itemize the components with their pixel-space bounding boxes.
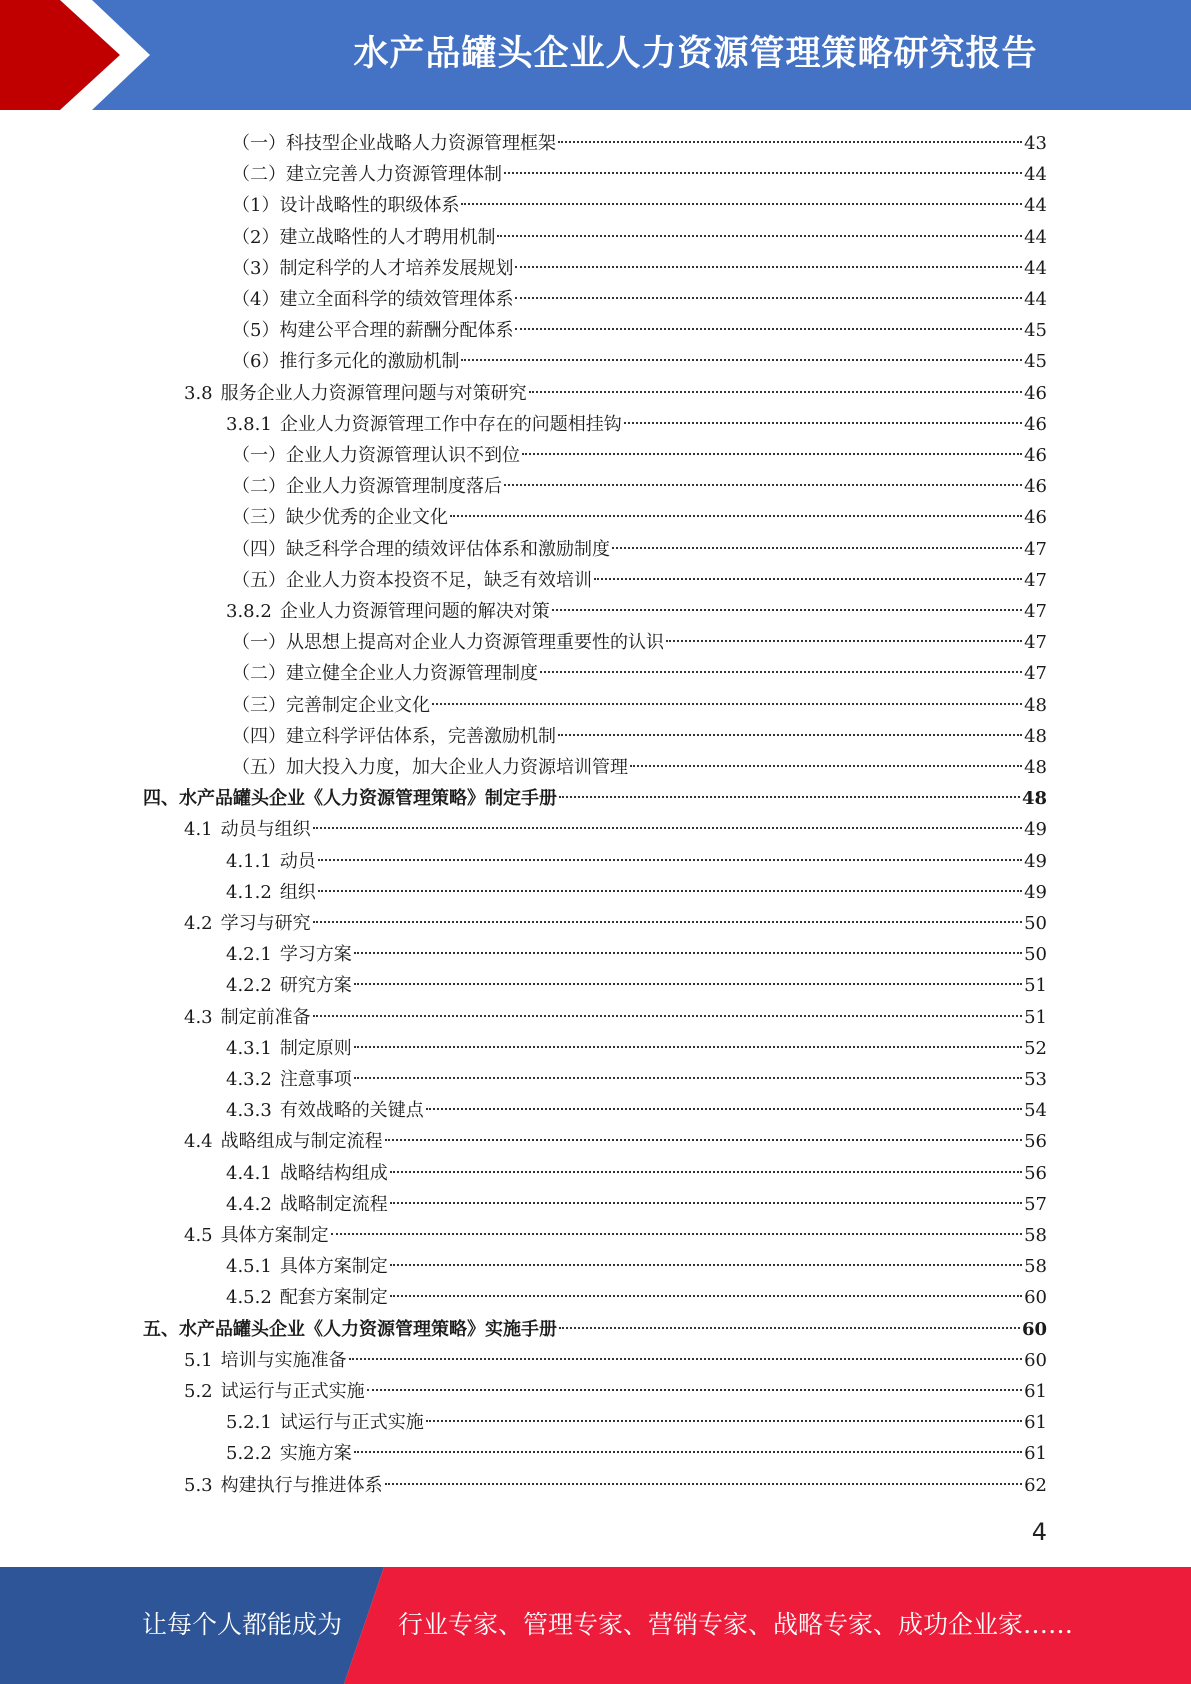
toc-entry-label: [232, 658, 538, 689]
toc-entry-page: 62: [1024, 1474, 1047, 1496]
toc-entry-label: [226, 939, 352, 970]
toc-entry-page: 58: [1024, 1225, 1047, 1246]
toc-entry-page: 47: [1024, 538, 1047, 560]
toc-entry-page: 54: [1024, 1100, 1047, 1122]
toc-entry-label: [226, 1407, 424, 1438]
toc-entry-label: [232, 440, 520, 471]
toc-entry[interactable]: [184, 378, 1047, 409]
toc-entry-text: 具体方案制定: [279, 1256, 388, 1278]
toc-entry[interactable]: [226, 1282, 1047, 1313]
toc-entry-label: [232, 690, 430, 721]
toc-entry-number: 4.2: [184, 913, 213, 934]
toc-dot-leader: [318, 859, 1022, 861]
toc-dot-leader: [426, 1420, 1022, 1422]
toc-entry-text: 战略组成与制定流程: [220, 1131, 383, 1153]
toc-dot-leader: [318, 890, 1022, 892]
toc-entry-label: [232, 222, 495, 253]
toc-entry-label: [232, 315, 513, 346]
toc-entry-label: [184, 1345, 347, 1376]
toc-entry-page: 46: [1024, 382, 1047, 404]
page-header: [0, 0, 1191, 110]
toc-entry-page: 60: [1024, 1287, 1047, 1309]
toc-dot-leader: [390, 1171, 1022, 1173]
toc-entry-label: [226, 1251, 388, 1282]
toc-entry[interactable]: [184, 814, 1047, 845]
toc-entry-label: [232, 253, 513, 284]
toc-entry-page: 47: [1024, 663, 1047, 685]
toc-entry-page: 46: [1024, 476, 1047, 498]
toc-dot-leader: [432, 703, 1022, 705]
toc-entry-page: 53: [1024, 1069, 1047, 1090]
toc-dot-leader: [552, 609, 1022, 611]
toc-entry-page: 49: [1024, 850, 1047, 872]
toc-entry[interactable]: [226, 846, 1047, 877]
toc-dot-leader: [497, 235, 1022, 237]
toc-entry-number: 4.4: [184, 1131, 213, 1153]
toc-entry[interactable]: [232, 222, 1047, 253]
toc-entry-text: （二）建立健全企业人力资源管理制度: [232, 663, 538, 685]
toc-entry-label: [232, 565, 592, 596]
toc-entry-page: 51: [1024, 975, 1047, 997]
toc-entry[interactable]: [184, 1376, 1047, 1407]
toc-entry[interactable]: [232, 253, 1047, 284]
toc-dot-leader: [313, 1015, 1022, 1017]
toc-entry-label: [226, 970, 352, 1001]
toc-entry-text: 试运行与正式实施: [279, 1412, 424, 1434]
toc-entry[interactable]: [226, 1064, 1047, 1095]
toc-entry-page: 46: [1024, 507, 1047, 529]
toc-entry-page: 45: [1024, 320, 1047, 342]
toc-entry-number: 3.8.1: [226, 413, 272, 435]
toc-entry-number: 4.3.2: [226, 1069, 272, 1090]
toc-entry-page: 52: [1024, 1037, 1047, 1059]
toc-entry-label: [232, 190, 459, 221]
toc-entry[interactable]: [184, 1002, 1047, 1033]
toc-entry-text: （3）制定科学的人才培养发展规划: [232, 257, 514, 279]
page-footer: [0, 1567, 1191, 1684]
page-number: 4: [1031, 1518, 1047, 1546]
toc-entry-page: 51: [1024, 1006, 1047, 1028]
toc-entry-number: 4.4.2: [226, 1193, 272, 1215]
toc-entry-page: 46: [1024, 413, 1047, 435]
toc-entry-label: [232, 627, 664, 658]
toc-entry-page: 48: [1024, 725, 1047, 747]
toc-entry-text: （二）企业人力资源管理制度落后: [232, 476, 502, 498]
toc-entry-number: 4.2.1: [226, 944, 272, 966]
toc-entry-page: 57: [1024, 1193, 1047, 1215]
toc-dot-leader: [461, 203, 1022, 205]
toc-entry-page: 58: [1024, 1256, 1047, 1278]
toc-entry-text: 组织: [279, 881, 316, 903]
toc-entry-text: （四）缺乏科学合理的绩效评估体系和激励制度: [232, 538, 610, 560]
toc-entry[interactable]: [232, 471, 1047, 502]
toc-dot-leader: [313, 921, 1022, 923]
toc-entry-text: （5）构建公平合理的薪酬分配体系: [232, 320, 514, 342]
toc-entry[interactable]: [184, 908, 1047, 939]
toc-entry[interactable]: [232, 315, 1047, 346]
toc-entry-text: （2）建立战略性的人才聘用机制: [232, 226, 496, 248]
footer-slogan-left: 让每个人都能成为: [142, 1610, 343, 1639]
toc-entry-number: 4.1.1: [226, 850, 272, 872]
toc-entry-page: 47: [1024, 601, 1047, 622]
toc-entry-label: [143, 1314, 557, 1345]
toc-dot-leader: [559, 1327, 1020, 1329]
toc-dot-leader: [390, 1295, 1022, 1297]
toc-entry-label: [232, 721, 556, 752]
toc-entry-text: 战略结构组成: [279, 1162, 388, 1184]
toc-dot-leader: [367, 1389, 1022, 1391]
toc-entry-page: 48: [1024, 694, 1047, 716]
toc-entry-text: 战略制定流程: [279, 1193, 388, 1215]
toc-entry-page: 61: [1024, 1412, 1047, 1434]
toc-entry-number: 4.1: [184, 819, 213, 841]
toc-dot-leader: [612, 547, 1022, 549]
toc-dot-leader: [450, 515, 1022, 517]
toc-entry-text: 注意事项: [279, 1069, 352, 1090]
toc-entry[interactable]: [184, 1220, 1047, 1251]
toc-entry-label: [232, 534, 610, 565]
toc-dot-leader: [349, 1358, 1022, 1360]
toc-dot-leader: [558, 141, 1022, 143]
toc-entry-label: [232, 159, 502, 190]
toc-entry-page: 49: [1024, 819, 1047, 841]
toc-entry-label: [232, 284, 513, 315]
toc-entry-number: 3.8: [184, 382, 213, 404]
toc-entry-page: 60: [1021, 1318, 1047, 1340]
toc-dot-leader: [529, 391, 1022, 393]
toc-entry-text: （五）企业人力资本投资不足，缺乏有效培训: [232, 569, 592, 591]
toc-entry[interactable]: [232, 752, 1047, 783]
toc-entry-label: [184, 908, 311, 939]
toc-entry[interactable]: [226, 877, 1047, 908]
toc-entry-label: [232, 346, 459, 377]
toc-entry-label: [226, 596, 550, 627]
toc-entry-text: 服务企业人力资源管理问题与对策研究: [220, 382, 527, 404]
toc-entry-page: 56: [1024, 1131, 1047, 1153]
toc-dot-leader: [666, 640, 1022, 642]
toc-entry-page: 48: [1024, 757, 1047, 778]
toc-entry-text: （五）加大投入力度，加大企业人力资源培训管理: [232, 757, 628, 778]
toc-entry-label: [226, 1158, 388, 1189]
toc-entry-text: （一）企业人力资源管理认识不到位: [232, 445, 520, 466]
toc-entry-number: 4.3.3: [226, 1100, 272, 1122]
toc-entry-number: 5.2: [184, 1381, 213, 1402]
toc-entry-text: 试运行与正式实施: [220, 1381, 365, 1402]
toc-entry-text: 动员与组织: [220, 819, 311, 841]
toc-entry-label: [226, 1095, 424, 1126]
toc-dot-leader: [390, 1264, 1022, 1266]
toc-entry-label: [184, 1376, 365, 1407]
toc-entry-text: 学习与研究: [220, 913, 311, 934]
toc-entry[interactable]: [232, 690, 1047, 721]
toc-dot-leader: [624, 422, 1022, 424]
toc-dot-leader: [385, 1483, 1022, 1485]
toc-entry-text: 构建执行与推进体系: [220, 1474, 383, 1496]
toc-entry[interactable]: [232, 440, 1047, 471]
toc-dot-leader: [331, 1233, 1022, 1235]
toc-entry[interactable]: [226, 1095, 1047, 1126]
toc-entry-text: （四）建立科学评估体系，完善激励机制: [232, 725, 556, 747]
toc-entry[interactable]: [143, 1314, 1047, 1345]
toc-entry-page: 44: [1024, 226, 1047, 248]
toc-entry[interactable]: [226, 596, 1047, 627]
toc-entry[interactable]: [232, 190, 1047, 221]
toc-entry-number: 5.2.2: [226, 1443, 272, 1465]
toc-entry-page: 47: [1024, 632, 1047, 654]
toc-dot-leader: [515, 266, 1022, 268]
toc-entry-page: 43: [1024, 133, 1047, 154]
footer-slogan-right: 行业专家、管理专家、营销专家、战略专家、成功企业家……: [398, 1610, 1074, 1639]
header-chevron-icon: [0, 0, 150, 110]
toc-entry-page: 61: [1024, 1443, 1047, 1465]
toc-entry-number: 4.1.2: [226, 881, 272, 903]
toc-entry-label: [184, 1220, 329, 1251]
toc-entry-number: 5.1: [184, 1349, 213, 1371]
toc-entry-label: [184, 1126, 383, 1157]
toc-entry[interactable]: [184, 1345, 1047, 1376]
toc-entry-text: （二）建立完善人力资源管理体制: [232, 164, 502, 186]
toc-entry-label: [226, 409, 622, 440]
toc-entry-page: 60: [1024, 1349, 1047, 1371]
toc-entry-text: （1）设计战略性的职级体系: [232, 195, 460, 217]
toc-entry-number: 4.2.2: [226, 975, 272, 997]
toc-dot-leader: [354, 1451, 1022, 1453]
toc-dot-leader: [559, 796, 1020, 798]
toc-entry-text: 制定原则: [279, 1037, 352, 1059]
toc-entry-text: 实施方案: [279, 1443, 352, 1465]
toc-entry-number: 4.5.2: [226, 1287, 272, 1309]
toc-entry-label: [226, 1064, 352, 1095]
toc-dot-leader: [390, 1202, 1022, 1204]
toc-dot-leader: [354, 983, 1022, 985]
toc-entry-text: （三）缺少优秀的企业文化: [232, 507, 448, 529]
toc-entry-page: 45: [1024, 351, 1047, 373]
toc-dot-leader: [522, 453, 1022, 455]
toc-entry[interactable]: [226, 1251, 1047, 1282]
toc-entry[interactable]: [184, 1126, 1047, 1157]
toc-entry-text: 企业人力资源管理工作中存在的问题相挂钩: [279, 413, 622, 435]
toc-entry-label: [184, 1470, 383, 1501]
toc-entry[interactable]: [232, 565, 1047, 596]
toc-entry[interactable]: [226, 939, 1047, 970]
toc-entry-text: 学习方案: [279, 944, 352, 966]
toc-entry-number: 5.2.1: [226, 1412, 272, 1434]
toc-entry-text: 四、水产品罐头企业《人力资源管理策略》制定手册: [143, 788, 557, 810]
toc-entry-label: [226, 877, 316, 908]
toc-entry-text: 制定前准备: [220, 1006, 311, 1028]
toc-entry-label: [184, 1002, 311, 1033]
toc-entry-page: 50: [1024, 944, 1047, 966]
toc-dot-leader: [594, 578, 1022, 580]
toc-entry-text: 研究方案: [279, 975, 352, 997]
toc-entry[interactable]: [232, 534, 1047, 565]
toc-entry[interactable]: [232, 346, 1047, 377]
toc-entry-label: [226, 1282, 388, 1313]
toc-entry-page: 44: [1024, 164, 1047, 186]
toc-dot-leader: [461, 359, 1022, 361]
toc-entry-number: 4.4.1: [226, 1162, 272, 1184]
toc-entry-page: 46: [1024, 445, 1047, 466]
toc-entry-page: 48: [1021, 788, 1047, 810]
toc-entry[interactable]: [232, 721, 1047, 752]
toc-entry-number: 4.5: [184, 1225, 213, 1246]
toc-entry-page: 50: [1024, 913, 1047, 934]
toc-entry-text: 具体方案制定: [220, 1225, 329, 1246]
toc-entry-page: 56: [1024, 1162, 1047, 1184]
toc-dot-leader: [354, 952, 1022, 954]
toc-entry[interactable]: [226, 1158, 1047, 1189]
toc-entry[interactable]: [226, 1407, 1047, 1438]
toc-dot-leader: [540, 671, 1022, 673]
toc-entry-text: （4）建立全面科学的绩效管理体系: [232, 289, 514, 310]
toc-entry-text: 有效战略的关键点: [279, 1100, 424, 1122]
toc-entry-label: [226, 1438, 352, 1469]
toc-dot-leader: [630, 765, 1022, 767]
toc-entry-label: [226, 846, 316, 877]
toc-entry-text: 配套方案制定: [279, 1287, 388, 1309]
toc-entry[interactable]: [232, 658, 1047, 689]
toc-entry[interactable]: [232, 502, 1047, 533]
toc-entry-page: 47: [1024, 569, 1047, 591]
toc-entry-page: 44: [1024, 289, 1047, 310]
toc-entry-page: 44: [1024, 257, 1047, 279]
toc-entry-number: 4.5.1: [226, 1256, 272, 1278]
toc-entry-label: [226, 1033, 352, 1064]
toc-entry[interactable]: [226, 409, 1047, 440]
toc-entry-label: [232, 502, 448, 533]
toc-entry-text: 企业人力资源管理问题的解决对策: [279, 601, 550, 622]
toc-dot-leader: [354, 1077, 1022, 1079]
toc-entry-number: 4.3: [184, 1006, 213, 1028]
toc-entry-page: 49: [1024, 881, 1047, 903]
toc-entry[interactable]: [226, 1189, 1047, 1220]
toc-entry-label: [184, 378, 527, 409]
toc-dot-leader: [515, 297, 1022, 299]
toc-dot-leader: [354, 1046, 1022, 1048]
toc-entry[interactable]: [232, 128, 1047, 159]
toc-dot-leader: [558, 734, 1022, 736]
page-title: 水产品罐头企业人力资源管理策略研究报告: [353, 34, 1038, 74]
toc-entry[interactable]: [232, 159, 1047, 190]
toc-entry-text: 培训与实施准备: [220, 1349, 347, 1371]
toc-entry-label: [226, 1189, 388, 1220]
toc-dot-leader: [515, 328, 1022, 330]
toc-entry[interactable]: [143, 783, 1047, 814]
toc-entry-number: 4.3.1: [226, 1037, 272, 1059]
toc-entry-text: （6）推行多元化的激励机制: [232, 351, 460, 373]
toc-entry[interactable]: [226, 1033, 1047, 1064]
toc-dot-leader: [504, 172, 1022, 174]
toc-entry[interactable]: [232, 284, 1047, 315]
toc-entry[interactable]: [226, 1438, 1047, 1469]
toc-entry-page: 61: [1024, 1381, 1047, 1402]
toc-entry-text: 五、水产品罐头企业《人力资源管理策略》实施手册: [143, 1318, 557, 1340]
toc-dot-leader: [426, 1108, 1022, 1110]
toc-entry-label: [232, 471, 502, 502]
toc-entry-text: 动员: [279, 850, 316, 872]
toc-entry-text: （一）从思想上提高对企业人力资源管理重要性的认识: [232, 632, 664, 654]
toc-entry[interactable]: [232, 627, 1047, 658]
toc-entry-number: 5.3: [184, 1474, 213, 1496]
toc-entry-label: [143, 783, 557, 814]
toc-entry[interactable]: [184, 1470, 1047, 1501]
toc-dot-leader: [385, 1139, 1022, 1141]
toc-dot-leader: [504, 484, 1022, 486]
toc-entry-label: [184, 814, 311, 845]
toc-entry[interactable]: [226, 970, 1047, 1001]
toc-entry-page: 44: [1024, 195, 1047, 217]
toc-entry-number: 3.8.2: [226, 601, 272, 622]
toc-entry-label: [232, 752, 628, 783]
toc-entry-text: （一）科技型企业战略人力资源管理框架: [232, 133, 556, 154]
toc-entry-text: （三）完善制定企业文化: [232, 694, 430, 716]
toc-entry-label: [232, 128, 556, 159]
toc-dot-leader: [313, 827, 1022, 829]
